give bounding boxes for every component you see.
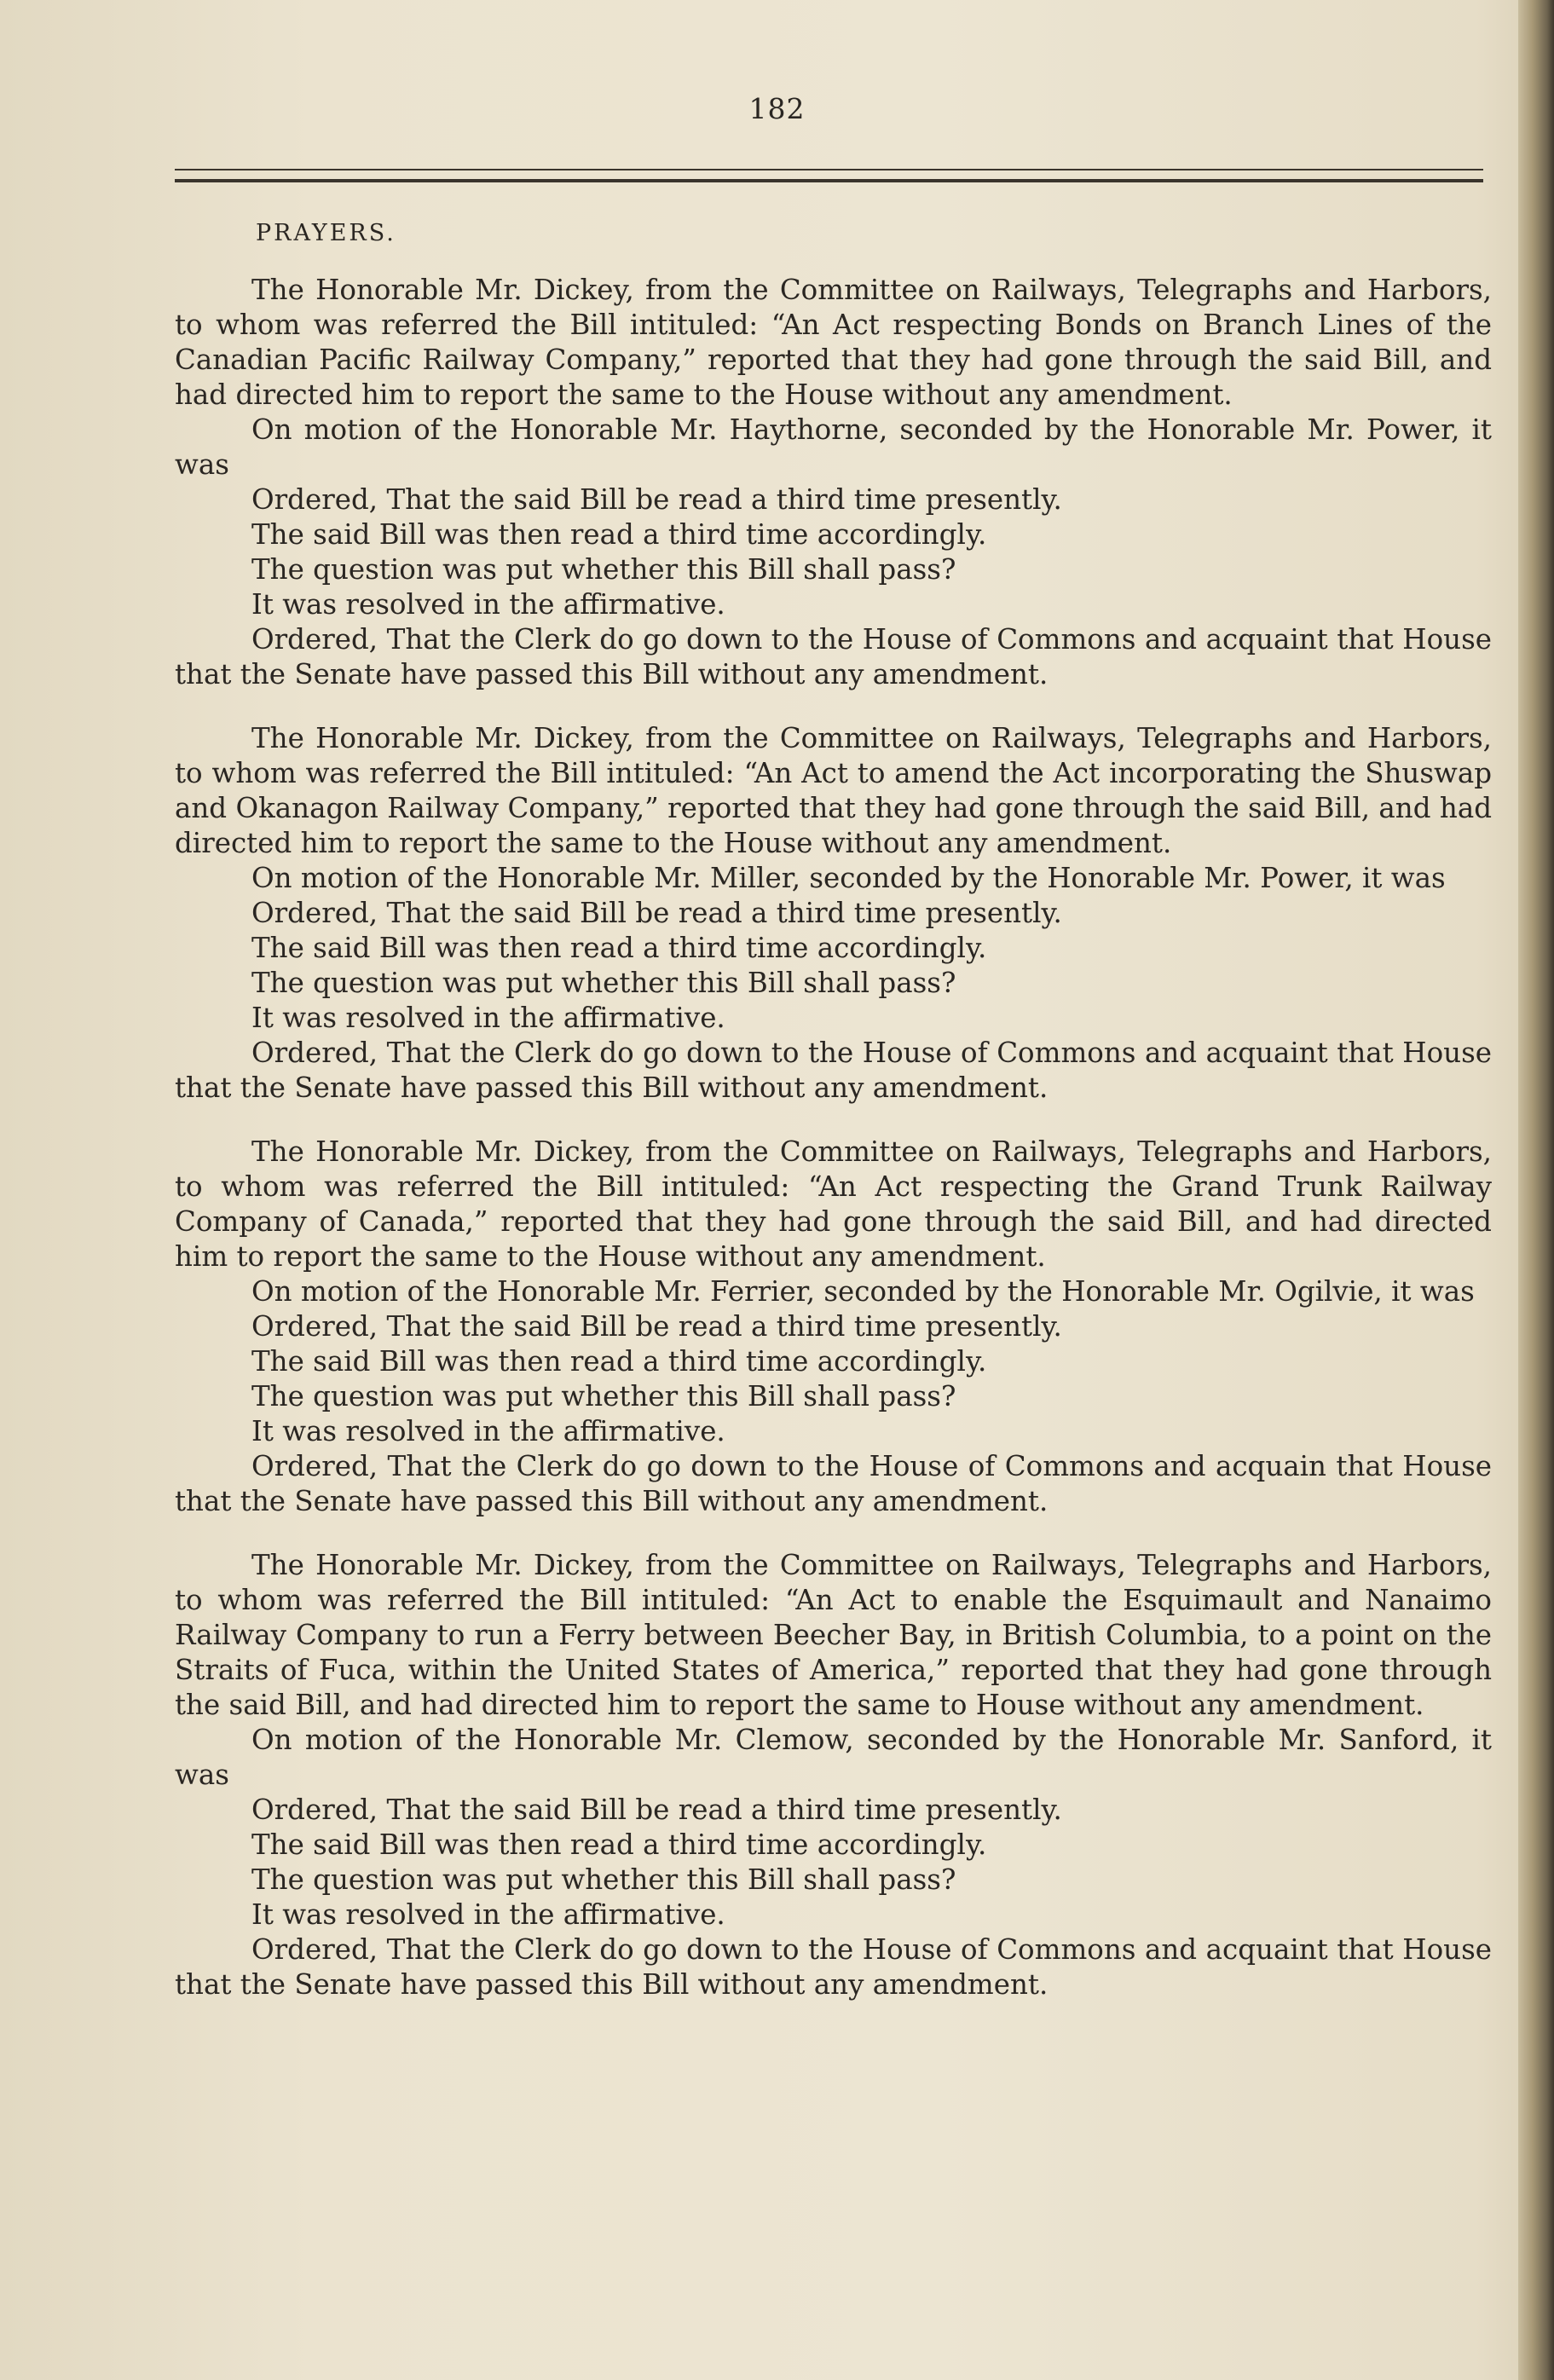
third-reading-done: The said Bill was then read a third time accordingly.: [251, 1828, 987, 1861]
resolution: It was resolved in the affirmative.: [251, 1415, 725, 1447]
order-third-reading: Ordered, That the said Bill be read a third time presently.: [251, 1310, 1062, 1343]
order-clerk: Ordered, That the Clerk do go down to the House of Commons and acquaint that House that the Senate have passed this Bill without any amendment.: [175, 623, 1492, 690]
page-number: 182: [748, 92, 806, 125]
bill-entry: [175, 721, 1492, 1106]
resolution: It was resolved in the affirmative.: [251, 588, 725, 621]
motion-text: On motion of the Honorable Mr. Miller, seconded by the Honorable Mr. Power, it was: [251, 862, 1446, 894]
binding-edge: [1518, 0, 1554, 2380]
section-heading: PRAYERS.: [256, 220, 396, 246]
order-clerk: Ordered, That the Clerk do go down to the House of Commons and acquain that House that the Senate have passed this Bill without any amendment.: [175, 1450, 1492, 1517]
bill-entry: [175, 273, 1492, 692]
bill-entry: [175, 1135, 1492, 1519]
resolution: It was resolved in the affirmative.: [251, 1898, 725, 1931]
order-clerk: Ordered, That the Clerk do go down to the House of Commons and acquaint that House that the Senate have passed this Bill without any amendment.: [175, 1037, 1492, 1104]
third-reading-done: The said Bill was then read a third time accordingly.: [251, 932, 987, 964]
question-put: The question was put whether this Bill shall pass?: [251, 1863, 956, 1896]
question-put: The question was put whether this Bill shall pass?: [251, 553, 956, 586]
order-third-reading: Ordered, That the said Bill be read a third time presently.: [251, 1794, 1062, 1826]
question-put: The question was put whether this Bill shall pass?: [251, 1380, 956, 1412]
motion-text: On motion of the Honorable Mr. Haythorne, seconded by the Honorable Mr. Power, it was: [175, 413, 1492, 481]
proceedings-body: [175, 273, 1492, 2031]
third-reading-done: The said Bill was then read a third time accordingly.: [251, 1345, 987, 1378]
third-reading-done: The said Bill was then read a third time accordingly.: [251, 518, 987, 551]
order-third-reading: Ordered, That the said Bill be read a third time presently.: [251, 897, 1062, 929]
motion-text: On motion of the Honorable Mr. Ferrier, seconded by the Honorable Mr. Ogilvie, it was: [251, 1275, 1475, 1308]
header-rule-thick: [175, 179, 1483, 182]
order-clerk: Ordered, That the Clerk do go down to the House of Commons and acquaint that House that the Senate have passed this Bill without any amendment.: [175, 1933, 1492, 2001]
bill-entry: [175, 1548, 1492, 2002]
motion-text: On motion of the Honorable Mr. Clemow, seconded by the Honorable Mr. Sanford, it was: [175, 1724, 1492, 1791]
question-put: The question was put whether this Bill shall pass?: [251, 967, 956, 999]
committee-report: The Honorable Mr. Dickey, from the Committee on Railways, Telegraphs and Harbors, to whom was referred the Bill intituled: “An Act respecting the Grand Trunk Railway Company of Canada,” reported that they had gone through the said Bill, and had directed him to report the same to the House without any amendment.: [175, 1135, 1492, 1273]
order-third-reading: Ordered, That the said Bill be read a third time presently.: [251, 483, 1062, 516]
committee-report: The Honorable Mr. Dickey, from the Committee on Railways, Telegraphs and Harbors, to whom was referred the Bill intituled: “An Act respecting Bonds on Branch Lines of the Canadian Pacific Railway Company,” reported that they had gone through the said Bill, and had directed him to report the same to the House without any amendment.: [175, 274, 1492, 411]
committee-report: The Honorable Mr. Dickey, from the Committee on Railways, Telegraphs and Harbors, to whom was referred the Bill intituled: “An Act to amend the Act incorporating the Shuswap and Okanagon Railway Company,” reported that they had gone through the said Bill, and had directed him to report the same to the House without any amendment.: [175, 722, 1492, 859]
header-rule-thin: [175, 169, 1483, 170]
committee-report: The Honorable Mr. Dickey, from the Committee on Railways, Telegraphs and Harbors, to whom was referred the Bill intituled: “An Act to enable the Esquimault and Nanaimo Railway Company to run a Ferry between Beecher Bay, in British Columbia, to a point on the Straits of Fuca, within the United States of America,” reported that they had gone through the said Bill, and had directed him to report the same to House without any amendment.: [175, 1549, 1492, 1721]
resolution: It was resolved in the affirmative.: [251, 1002, 725, 1034]
